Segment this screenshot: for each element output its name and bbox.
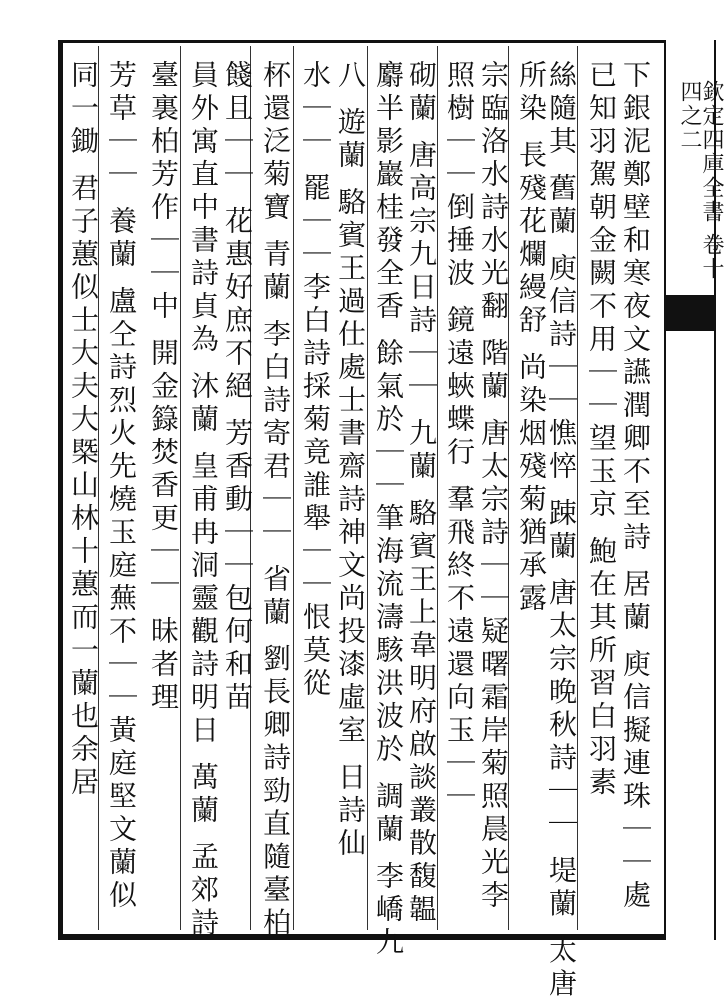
text-column-7: 砌蘭 唐高宗九日詩｜｜ 九蘭 駱賓王上韋明府啟談叢散馥韞 — [405, 60, 438, 927]
text-column-4: 所染 長殘花爛縵舒 尚染烟殘菊猶承露 — [515, 60, 548, 616]
text-column-16: 同一鋤 君子蕙似士大夫大槩山林十蕙而一蘭也余居 — [67, 60, 100, 800]
text-column-6: 照樹｜｜倒捶波 鏡遠蛺蝶行 羣飛終不遠還向玉｜｜ — [443, 60, 476, 814]
fold-margin — [664, 40, 724, 940]
fold-rule-left — [664, 40, 666, 940]
text-column-12: 餞且｜｜ 花惠好庶不絕 芳香動｜｜包何和苗 — [221, 60, 254, 715]
text-column-5: 宗臨洛水詩水光翻 階蘭 唐太宗詩｜｜疑曙霜岸菊照晨光李 — [477, 60, 510, 913]
text-column-1: 下銀泥鄭壁和寒夜文讌潤卿不至詩 居蘭 庾信擬連珠｜｜處 — [619, 60, 652, 913]
text-column-2: 已知羽駕朝金闕不用｜｜望玉京 鮑在其所習白羽素 — [585, 60, 618, 800]
text-column-8: 麝半影巖桂發全香 餘氣於｜｜筆海流濤駭洪波於 調蘭 李嶠九 — [372, 60, 405, 960]
text-column-10: 水｜｜ 罷｜｜李白詩採菊竟誰舉｜｜恨莫從 — [299, 60, 332, 701]
text-column-13: 員外寓直中書詩貞為 沐蘭 皇甫冉洞靈觀詩明日 萬蘭 孟郊詩 — [187, 60, 220, 941]
text-column-11: 杯還泛菊寶 青蘭 李白詩寄君｜｜ 省蘭 劉長卿詩勁直隨臺柏 — [259, 60, 292, 941]
text-column-15: 芳草｜｜ 養蘭 盧仝詩烈火先燒玉庭蕪不｜｜黃庭堅文蘭似 — [105, 60, 138, 913]
text-column-3: 絲隨其 舊蘭 庾信詩｜｜憔悴 踈蘭 唐太宗晚秋詩｜｜ 堤蘭 太唐 — [545, 60, 578, 1001]
text-column-14: 臺裏柏芳作｜｜中 開金籙焚香更｜｜ 昧者理 — [147, 60, 180, 715]
text-column-9: 八 遊蘭 駱賓王過仕處士書齋詩神文尚投漆虛室 日詩仙 — [334, 60, 367, 861]
fold-title: 欽定四庫全書 卷十四之二 — [677, 80, 724, 281]
fold-fishtail-mark — [666, 295, 716, 331]
